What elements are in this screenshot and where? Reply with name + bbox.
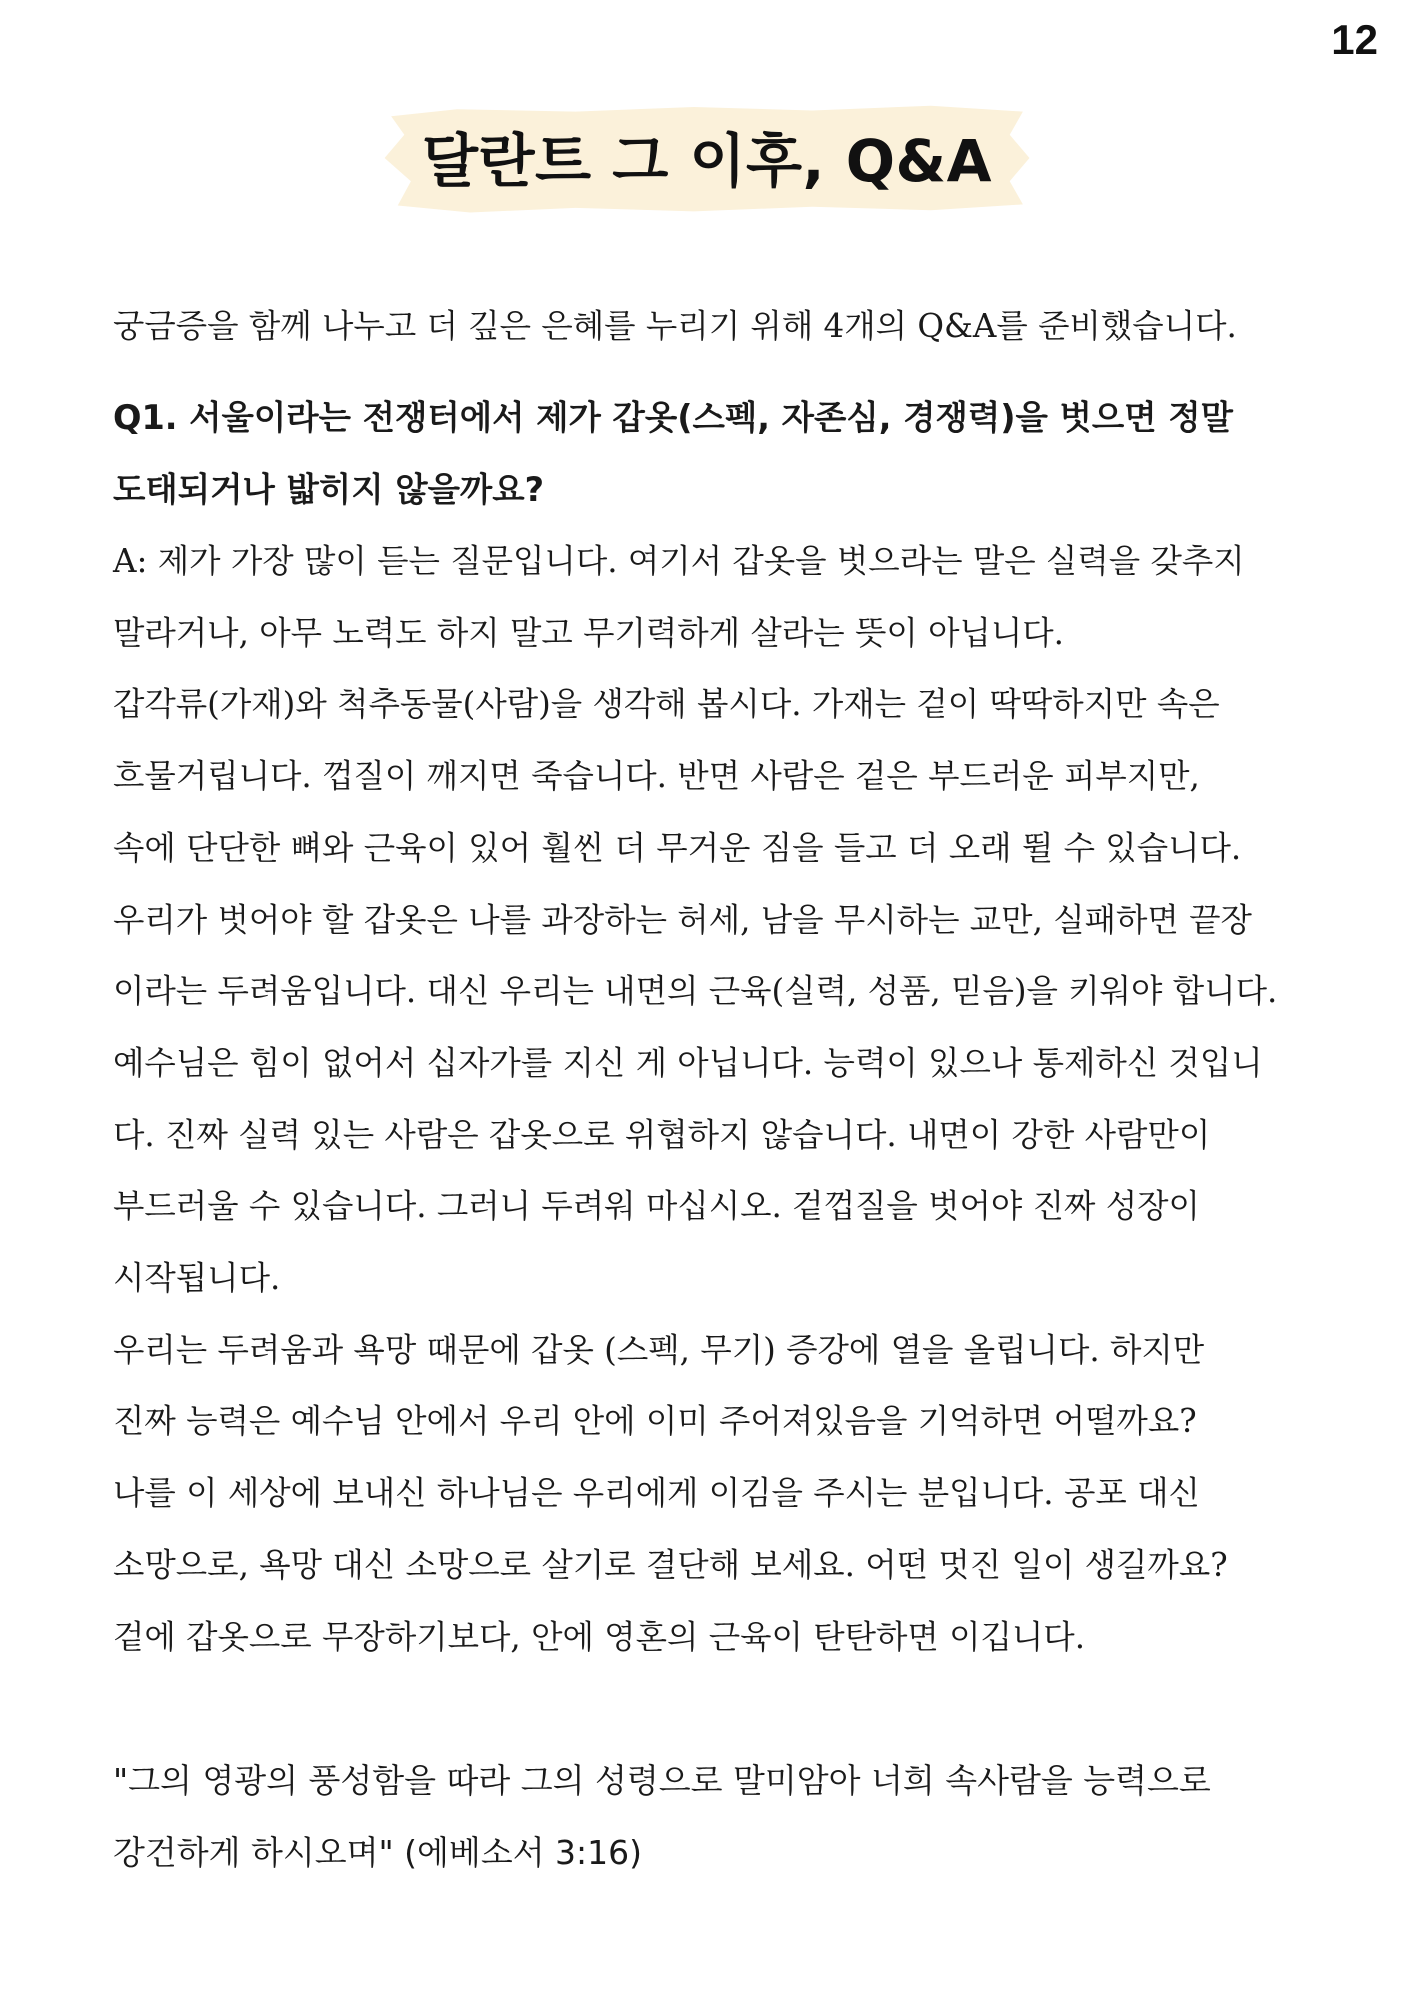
answer-line: 말라거나, 아무 노력도 하지 말고 무기력하게 살라는 뜻이 아닙니다. xyxy=(113,613,1064,652)
title-highlight xyxy=(378,100,1036,216)
question-line: Q1. 서울이라는 전쟁터에서 제가 갑옷(스펙, 자존심, 경쟁력)을 벗으면 정말 xyxy=(113,398,1233,437)
question-line: 도태되거나 밟히지 않을까요? xyxy=(113,470,545,509)
page-title: 달란트 그 이후, Q&A xyxy=(421,127,993,195)
page-number: 12 xyxy=(1331,16,1378,63)
answer-line: 나를 이 세상에 보내신 하나님은 우리에게 이김을 주시는 분입니다. 공포 대신 xyxy=(113,1474,1200,1513)
answer-block xyxy=(113,526,1313,1673)
scripture-quote xyxy=(113,1745,1313,1889)
answer-line: 우리가 벗어야 할 갑옷은 나를 과장하는 허세, 남을 무시하는 교만, 실패하면 끝장 xyxy=(113,900,1252,939)
quote-line: "그의 영광의 풍성함을 따라 그의 성령으로 말미암아 너희 속사람을 능력으로 xyxy=(113,1761,1211,1801)
main-content xyxy=(113,290,1313,1889)
answer-line: 진짜 능력은 예수님 안에서 우리 안에 이미 주어져있음을 기억하면 어떨까요? xyxy=(113,1402,1197,1441)
title-area xyxy=(0,100,1414,216)
intro-paragraph: 궁금증을 함께 나누고 더 깊은 은혜를 누리기 위해 4개의 Q&A를 준비했습니다. xyxy=(113,307,1237,345)
answer-line: 부드러울 수 있습니다. 그러니 두려워 마십시오. 겉껍질을 벗어야 진짜 성장이 xyxy=(113,1187,1200,1226)
answer-line: 다. 진짜 실력 있는 사람은 갑옷으로 위협하지 않습니다. 내면이 강한 사람만이 xyxy=(113,1115,1211,1154)
answer-line: 소망으로, 욕망 대신 소망으로 살기로 결단해 보세요. 어떤 멋진 일이 생길까요? xyxy=(113,1545,1228,1584)
answer-line: 우리는 두려움과 욕망 때문에 갑옷 (스펙, 무기) 증강에 열을 올립니다. 하지만 xyxy=(113,1330,1205,1369)
answer-line: 속에 단단한 뼈와 근육이 있어 훨씬 더 무거운 짐을 들고 더 오래 뛸 수 있습니다. xyxy=(113,828,1242,867)
question-block xyxy=(113,382,1313,526)
answer-line: 겉에 갑옷으로 무장하기보다, 안에 영혼의 근육이 탄탄하면 이깁니다. xyxy=(113,1617,1086,1656)
answer-line: A: 제가 가장 많이 듣는 질문입니다. 여기서 갑옷을 벗으라는 말은 실력을 갖추지 xyxy=(113,542,1245,580)
quote-line: 강건하게 하시오며" (에베소서 3:16) xyxy=(113,1833,643,1873)
answer-line: 갑각류(가재)와 척추동물(사람)을 생각해 봅시다. 가재는 겉이 딱딱하지만 속은 xyxy=(113,685,1220,724)
answer-line: 시작됩니다. xyxy=(113,1259,281,1298)
answer-line: 흐물거립니다. 껍질이 깨지면 죽습니다. 반면 사람은 겉은 부드러운 피부지만, xyxy=(113,757,1200,796)
answer-line: 예수님은 힘이 없어서 십자가를 지신 게 아닙니다. 능력이 있으나 통제하신 것입니 xyxy=(113,1043,1263,1082)
answer-line: 이라는 두려움입니다. 대신 우리는 내면의 근육(실력, 성품, 믿음)을 키워야 합니다. xyxy=(113,972,1278,1011)
